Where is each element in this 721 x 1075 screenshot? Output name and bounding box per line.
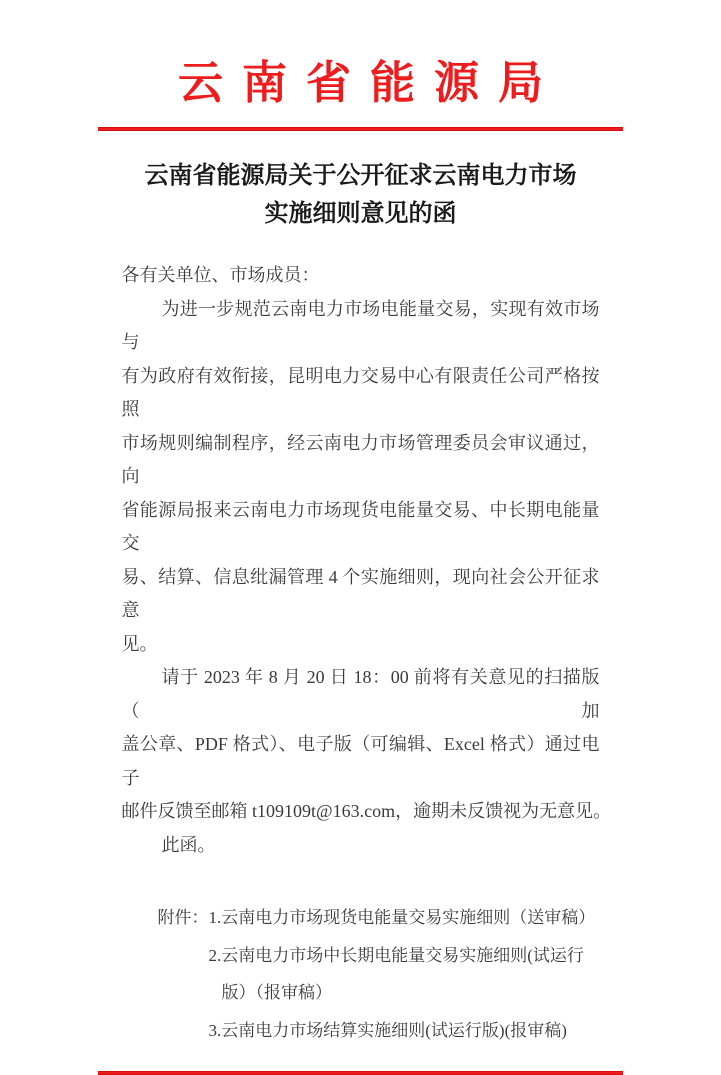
attachments-list (122, 899, 600, 1049)
footer-divider-line (98, 1071, 623, 1075)
paragraph-1-line: 为进一步规范云南电力市场电能量交易，实现有效市场与 (121, 298, 600, 352)
letterhead-agency-name: 云南省能源局 (177, 58, 562, 108)
attachment-item-2: 2.云南电力市场中长期电能量交易实施细则(试运行 (208, 945, 584, 965)
document-title-line2: 实施细则意见的函 (264, 201, 457, 227)
paragraph-1-line: 省能源局报来云南电力市场现货电能量交易、中长期电能量交 (121, 499, 600, 553)
document-title-line1: 云南省能源局关于公开征求云南电力市场 (144, 163, 577, 189)
paragraph-2-line: 盖公章、PDF 格式）、电子版（可编辑、Excel 格式）通过电子 (121, 734, 600, 788)
paragraph-1-line: 见。 (121, 633, 158, 654)
attachments-label: 附件： (157, 908, 209, 927)
letterhead-divider-line (98, 127, 623, 131)
paragraph-2-line-email: 邮件反馈至邮箱 t109109t@163.com，逾期未反馈视为无意见。 (121, 801, 612, 821)
attachment-item-1: 1.云南电力市场现货电能量交易实施细则（送审稿） (208, 908, 596, 927)
document-title (0, 157, 721, 233)
attachment-item-2-continuation: 版）（报审稿） (221, 983, 332, 1002)
attachment-row-1 (122, 899, 600, 937)
document-body (121, 259, 612, 862)
paragraph-1 (122, 293, 600, 662)
paragraph-2-line: 请于 2023 年 8 月 20 日 18：00 前将有关意见的扫描版（加 (121, 667, 600, 721)
paragraph-1-line: 市场规则编制程序，经云南电力市场管理委员会审议通过，向 (121, 432, 600, 486)
closing-phrase: 此函。 (161, 834, 216, 855)
paragraph-1-line: 有为政府有效衔接，昆明电力交易中心有限责任公司严格按照 (121, 365, 600, 419)
salutation: 各有关单位、市场成员： (121, 265, 320, 285)
attachment-item-3: 3.云南电力市场结算实施细则(试运行版)(报审稿) (208, 1020, 567, 1040)
paragraph-1-line: 易、结算、信息纰漏管理 4 个实施细则，现向社会公开征求意 (121, 566, 600, 620)
paragraph-2 (121, 661, 612, 829)
